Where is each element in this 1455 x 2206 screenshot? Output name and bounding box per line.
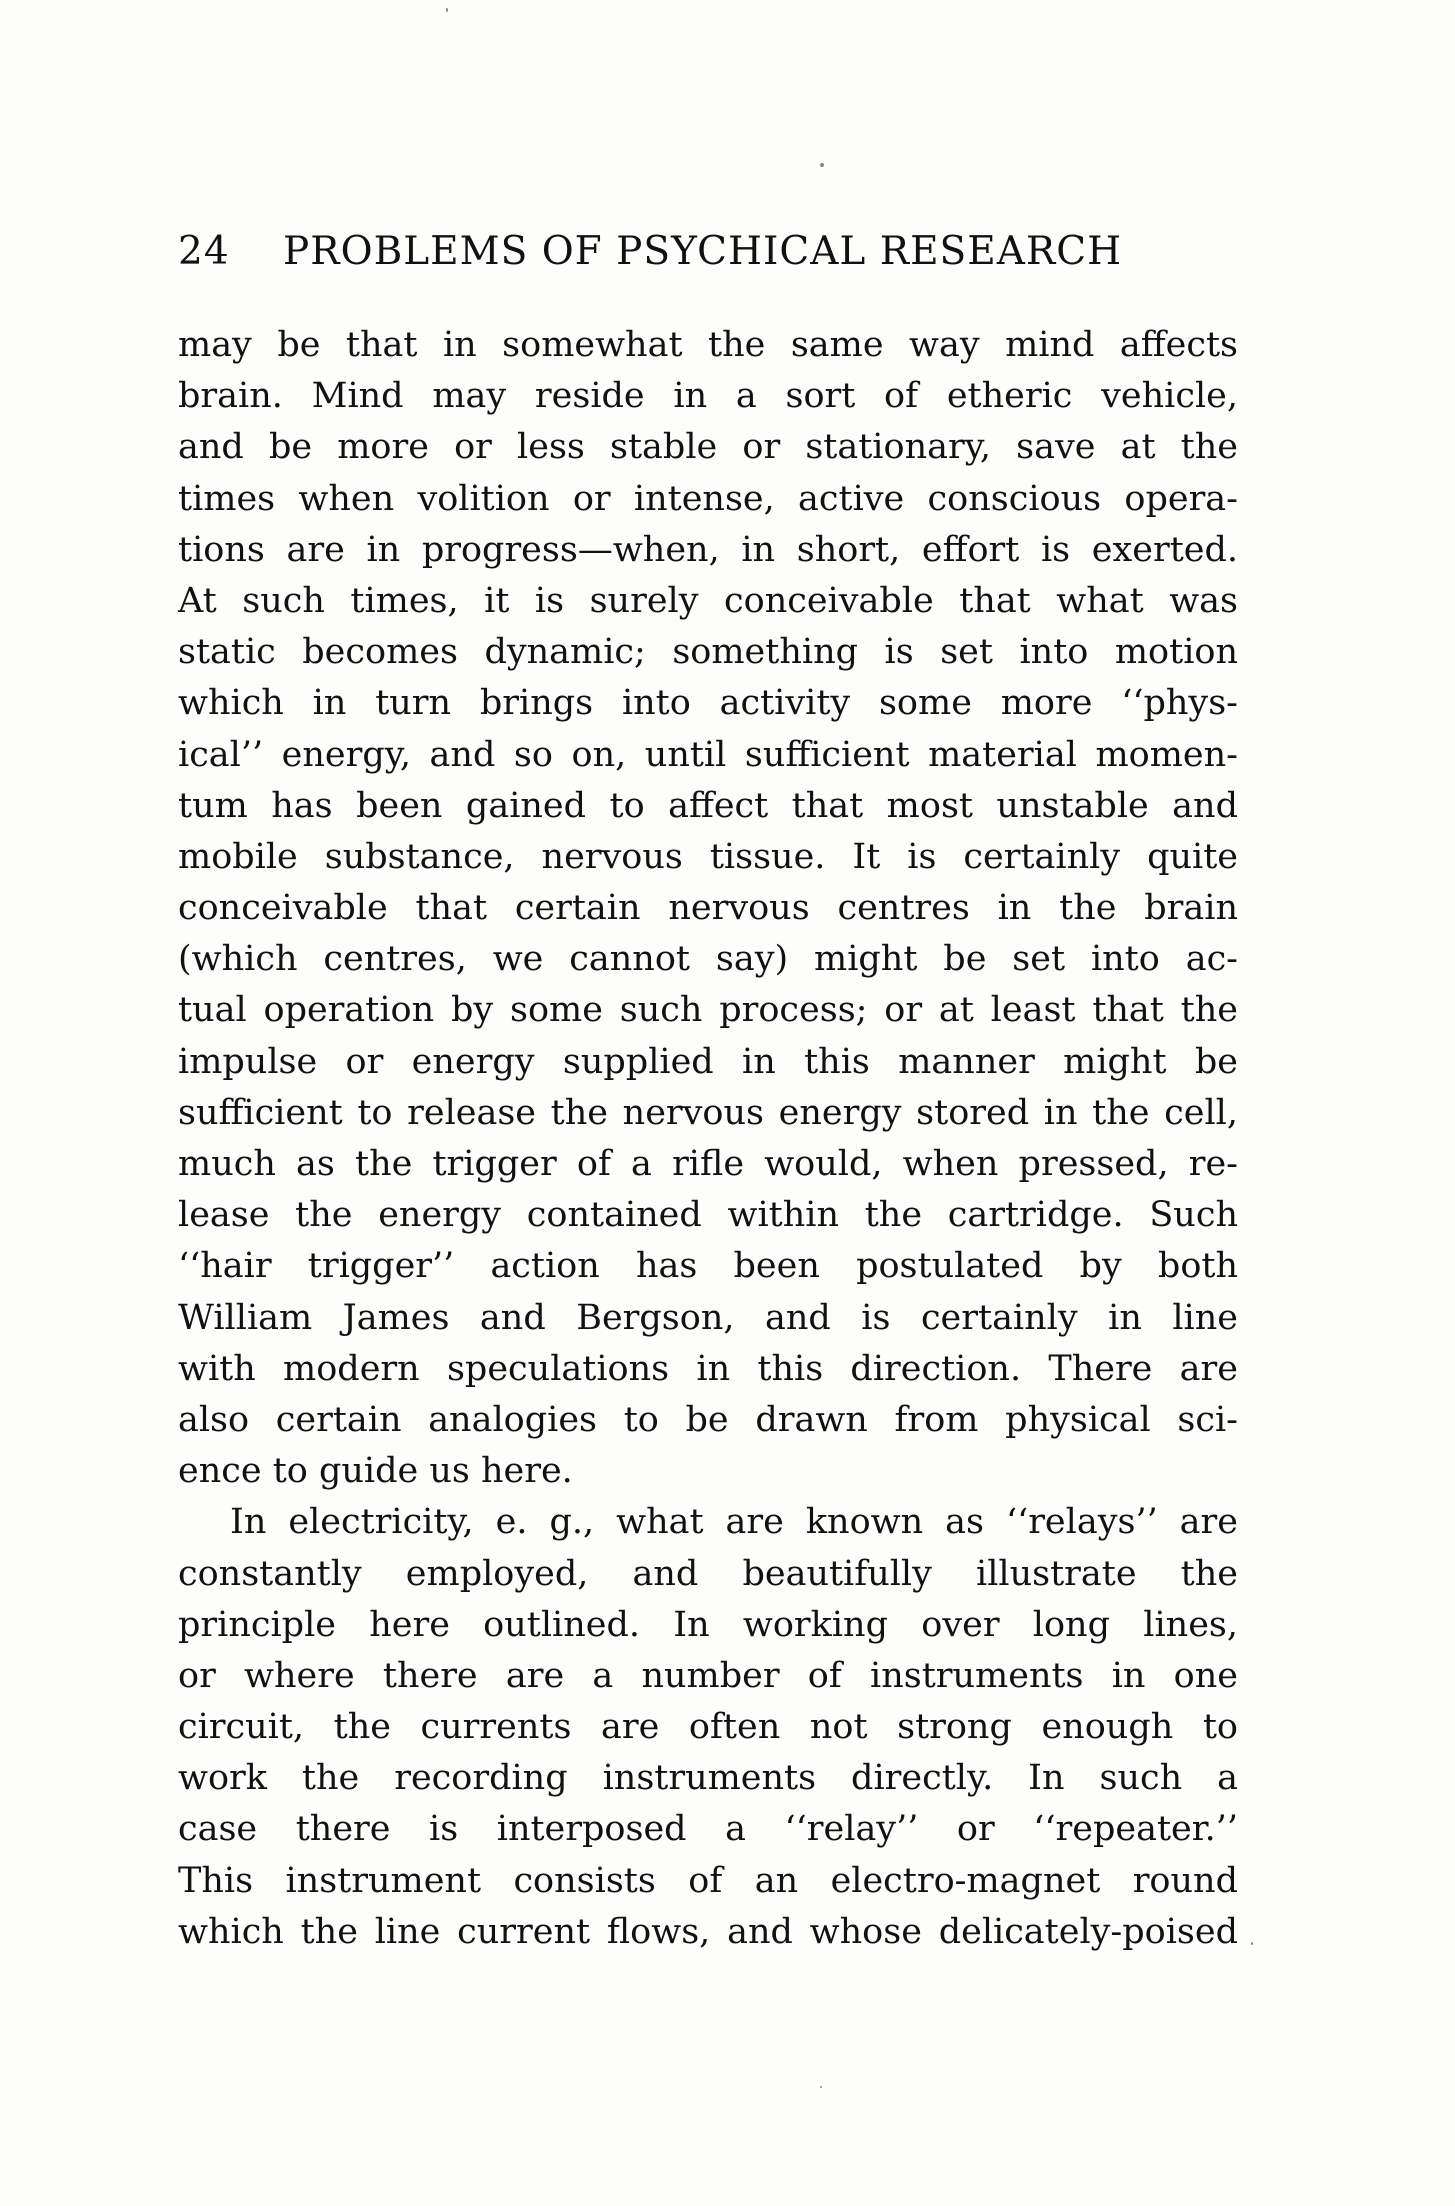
- paper-speck: [820, 163, 824, 167]
- text-line: tual operation by some such process; or at least that the: [178, 990, 1238, 1031]
- text-line: case there is interposed a ‘‘relay’’ or ‘‘repeater.’’: [178, 1809, 1238, 1850]
- text-line: conceivable that certain nervous centres in the brain: [178, 888, 1238, 929]
- text-line: impulse or energy supplied in this manner might be: [178, 1041, 1238, 1082]
- text-line: or where there are a number of instruments in one: [178, 1655, 1238, 1696]
- text-line: which the line current flows, and whose delicately-poised: [178, 1911, 1238, 1952]
- text-line: which in turn brings into activity some more ‘‘phys-: [178, 683, 1238, 724]
- text-line: much as the trigger of a rifle would, when pressed, re-: [178, 1144, 1238, 1184]
- text-line: times when volition or intense, active conscious opera-: [178, 478, 1238, 519]
- text-line: work the recording instruments directly. In such a: [178, 1758, 1238, 1799]
- text-line: circuit, the currents are often not strong enough to: [178, 1707, 1238, 1748]
- text-line: and be more or less stable or stationary, save at the: [178, 427, 1238, 468]
- text-line: static becomes dynamic; something is set into motion: [178, 632, 1238, 673]
- text-line: mobile substance, nervous tissue. It is certainly quite: [178, 836, 1238, 877]
- text-line: lease the energy contained within the cartridge. Such: [178, 1195, 1238, 1236]
- text-line: ence to guide us here.: [178, 1451, 573, 1492]
- body-text: [178, 320, 1238, 1958]
- text-line: At such times, it is surely conceivable that what was: [178, 580, 1238, 621]
- text-line: constantly employed, and beautifully illustrate the: [178, 1553, 1238, 1594]
- text-line: William James and Bergson, and is certainly in line: [178, 1297, 1238, 1338]
- page-number: 24: [178, 229, 230, 274]
- text-line: tum has been gained to affect that most unstable and: [178, 785, 1238, 826]
- text-line: (which centres, we cannot say) might be set into ac-: [178, 939, 1238, 980]
- text-line: This instrument consists of an electro-magnet round: [178, 1860, 1238, 1901]
- running-title: PROBLEMS OF PSYCHICAL RESEARCH: [283, 229, 1123, 274]
- running-head: [178, 229, 1248, 289]
- text-line: may be that in somewhat the same way mind affects: [178, 325, 1238, 365]
- text-line: ical’’ energy, and so on, until sufficient material momen-: [178, 734, 1238, 775]
- text-line: tions are in progress—when, in short, effort is exerted.: [178, 529, 1238, 570]
- text-line: sufficient to release the nervous energy stored in the cell,: [178, 1092, 1238, 1133]
- text-line: ‘‘hair trigger’’ action has been postulated by both: [178, 1246, 1238, 1287]
- paper-speck: [446, 8, 448, 12]
- text-line: with modern speculations in this direction. There are: [178, 1348, 1238, 1389]
- text-line: In electricity, e. g., what are known as ‘‘relays’’ are: [230, 1502, 1238, 1543]
- paper-speck: [1251, 1942, 1253, 1945]
- text-line: principle here outlined. In working over long lines,: [178, 1604, 1238, 1645]
- text-line: also certain analogies to be drawn from physical sci-: [178, 1399, 1238, 1440]
- paper-speck: [820, 2086, 822, 2088]
- text-line: brain. Mind may reside in a sort of etheric vehicle,: [178, 376, 1238, 417]
